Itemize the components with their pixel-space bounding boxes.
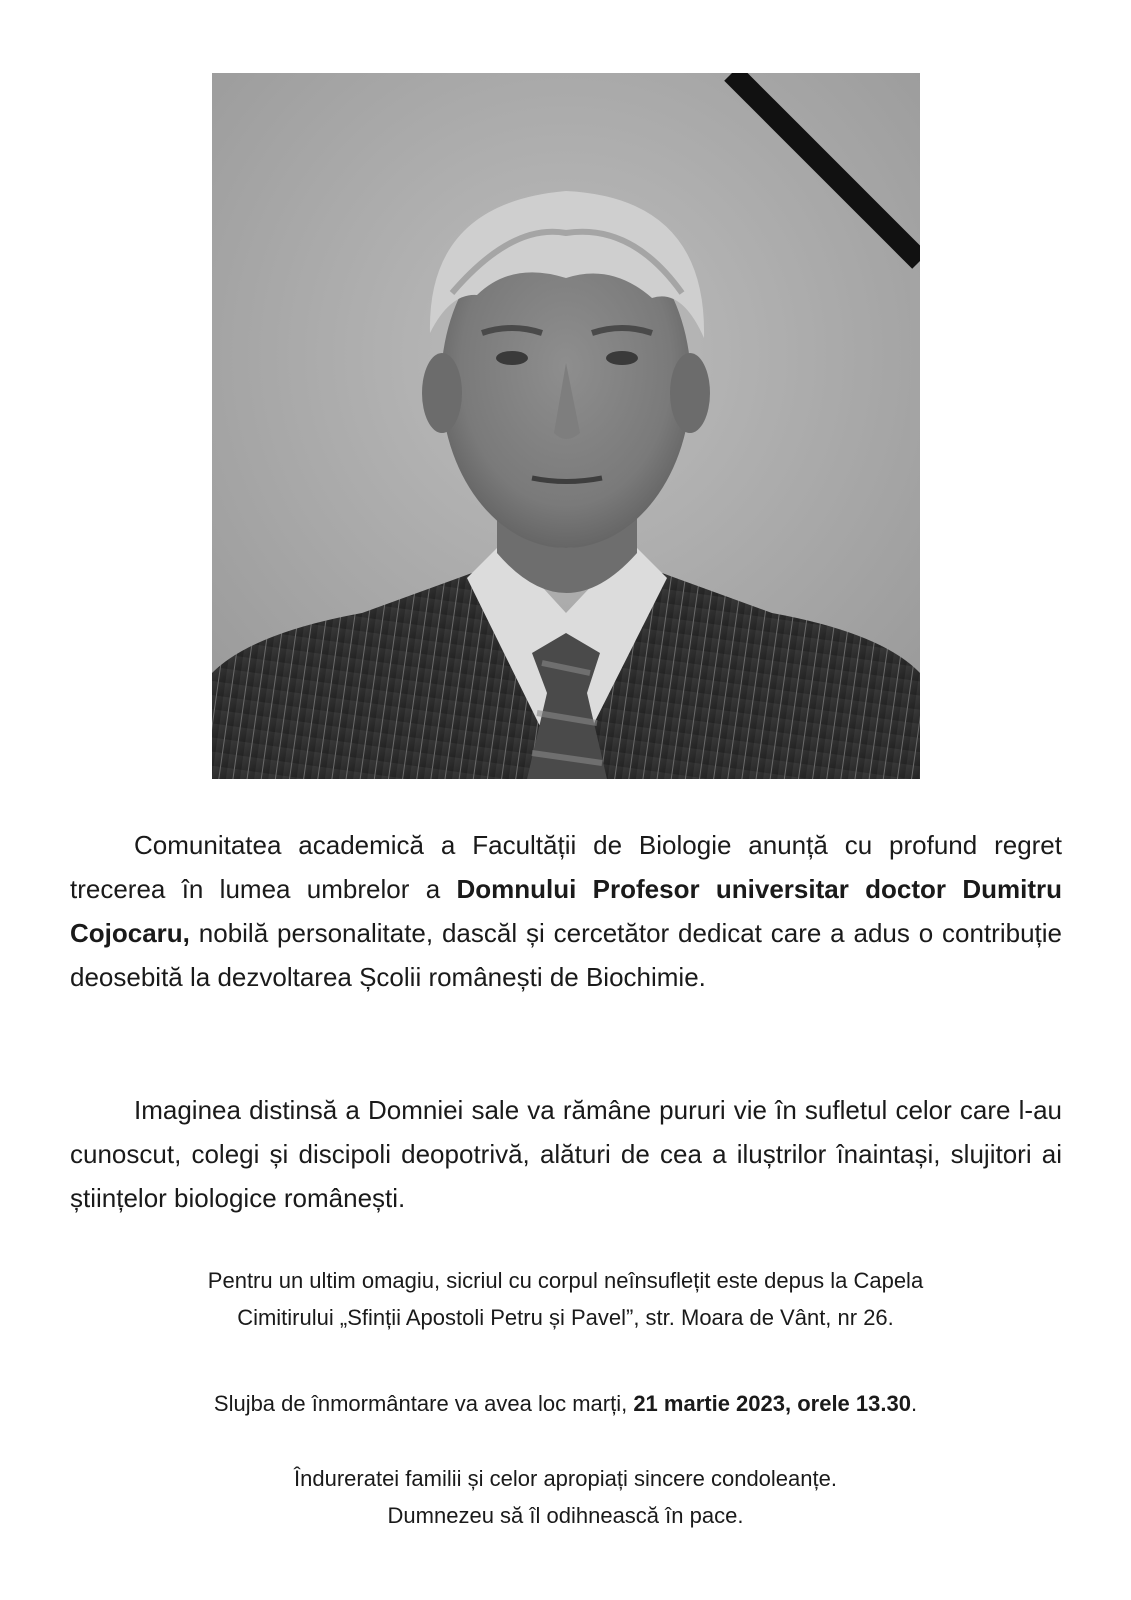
condolences-line-2: Dumnezeu să îl odihnească în pace.: [387, 1503, 744, 1528]
deceased-name: Domnului Profesor universitar doctor Dumitru Cojocaru,: [70, 874, 1063, 948]
portrait-illustration: [212, 73, 920, 779]
condolences: [0, 1460, 1131, 1534]
funeral-info: [0, 1385, 1131, 1422]
homage-line-2: Cimitirului „Sfinții Apostoli Petru și Pavel”, str. Moara de Vânt, nr 26.: [237, 1305, 894, 1330]
homage-info: [0, 1262, 1131, 1336]
funeral-suffix: .: [910, 1391, 918, 1416]
memorial-paragraph: [70, 1088, 1062, 1220]
condolences-line-1: Îndureratei familii și celor apropiați sincere condoleanțe.: [294, 1466, 837, 1491]
announcement-paragraph: [70, 823, 1062, 999]
memorial-text: Imaginea distinsă a Domniei sale va rămâne pururi vie în sufletul celor care l-au cunoscut, colegi și discipoli deopotrivă, alături de cea a iluștrilor înaintași, slujitori ai științelor biologice românești.: [70, 1095, 1062, 1213]
homage-line-1: Pentru un ultim omagiu, sicriul cu corpul neînsuflețit este depus la Capela: [207, 1268, 924, 1293]
portrait-photo: [212, 73, 920, 779]
funeral-prefix: Slujba de înmormântare va avea loc marți,: [213, 1391, 634, 1416]
funeral-date-time: 21 martie 2023, orele 13.30: [633, 1391, 911, 1416]
announcement-text-1: Comunitatea academică a Facultății de Biologie anunță cu profund regret trecerea în lumea umbrelor a: [70, 830, 1062, 904]
announcement-text-2: nobilă personalitate, dascăl și cercetător dedicat care a adus o contribuție deosebită la dezvoltarea Școlii românești de Biochimie.: [70, 918, 1062, 992]
